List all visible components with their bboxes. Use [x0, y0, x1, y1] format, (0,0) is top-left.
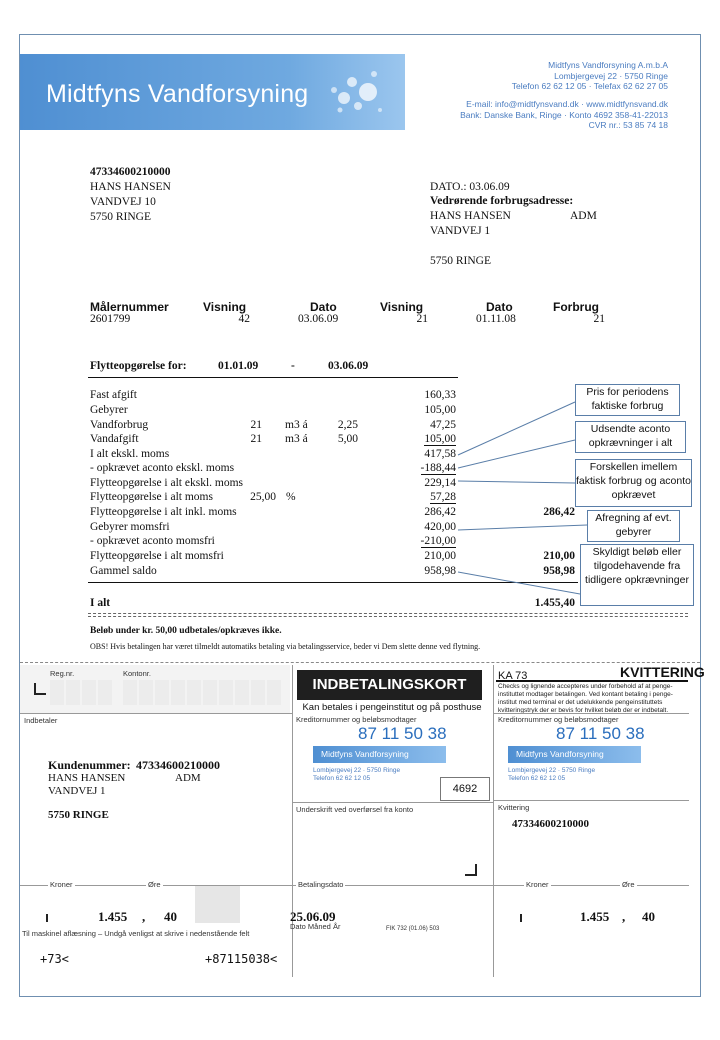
line-qty: 21	[250, 419, 262, 431]
line-label: Gebyrer momsfri	[90, 521, 170, 533]
usage-address-adm: ADM	[570, 210, 597, 222]
line-amount: 417,58	[424, 448, 456, 460]
payment-date[interactable]: 25.06.09	[290, 909, 336, 924]
kvittering-title: KVITTERING	[620, 664, 705, 680]
mini-address-line: Telefon 62 62 12 05	[313, 775, 371, 782]
callout-note: Afregning af evt. gebyrer	[587, 510, 680, 542]
line-rate: 5,00	[337, 433, 358, 445]
total-label: I alt	[90, 597, 111, 609]
line-label: Flytteopgørelse i alt momsfri	[90, 550, 224, 562]
line-amount: 286,42	[424, 506, 456, 518]
line-label: Flytteopgørelse i alt inkl. moms	[90, 506, 237, 518]
meter-header: Dato	[310, 300, 337, 314]
kontonr-label: Kontonr.	[123, 669, 151, 678]
kunde-number: 47334600210000	[136, 758, 220, 772]
signature-label[interactable]: Underskrift ved overførsel fra konto	[296, 805, 414, 814]
mini-address-right	[508, 767, 595, 783]
ocr-line-left: +73<	[40, 952, 69, 966]
settlement-to: 03.06.09	[328, 360, 369, 372]
line-amount: 420,00	[424, 521, 456, 533]
meter-value: 03.06.09	[298, 313, 339, 325]
kontonr-box[interactable]	[187, 680, 201, 705]
line-amount: 105,00	[424, 433, 456, 445]
kreditor-label-right: Kreditornummer og beløbsmodtager	[498, 715, 619, 724]
betalingsdato-label: Betalingsdato	[298, 880, 344, 889]
form-code: FIK 732 (01.06) 503	[386, 926, 440, 932]
company-line: CVR nr.: 53 85 74 18	[588, 120, 668, 130]
settlement-dash: -	[291, 360, 295, 372]
customer-name: HANS HANSEN	[90, 181, 171, 193]
meter-value: 01.11.08	[476, 313, 516, 325]
kreditor-label: Kreditornummer og beløbsmodtager	[296, 715, 417, 724]
invoice-date: DATO.: 03.06.09	[430, 181, 510, 193]
slip-subtitle: Kan betales i pengeinstitut og på posthuse	[302, 702, 482, 713]
customer-city: 5750 RINGE	[90, 211, 152, 223]
slip-rule	[494, 713, 689, 714]
line-label: Vandafgift	[90, 433, 139, 445]
slip-title: INDBETALINGSKORT	[297, 670, 482, 700]
mini-brand-logo: Midtfyns Vandforsyning	[313, 746, 446, 763]
corner-mark	[34, 683, 46, 695]
line-unit: m3 á	[285, 433, 308, 445]
kunde-label: Kundenummer:	[48, 758, 131, 772]
kreditor-number: 87 11 50 38	[358, 724, 447, 743]
customer-street: VANDVEJ 10	[90, 196, 156, 208]
bank-code-box: 4692	[440, 777, 490, 801]
kontonr-box[interactable]	[139, 680, 153, 705]
company-line: Telefon 62 62 12 05 · Telefax 62 62 27 05	[511, 81, 668, 91]
line-rate: 2,25	[337, 419, 358, 431]
kontonr-box[interactable]	[203, 680, 217, 705]
meter-header: Forbrug	[553, 300, 599, 314]
kroner-label-right: Kroner	[526, 880, 549, 889]
meter-value: 21	[416, 313, 428, 325]
total-value: 1.455,40	[534, 597, 575, 609]
line-amount: 958,98	[424, 565, 456, 577]
kontonr-box[interactable]	[155, 680, 169, 705]
line-label: Gammel saldo	[90, 565, 157, 577]
mini-address-line: Telefon 62 62 12 05	[508, 775, 566, 782]
line-qty: 21	[250, 433, 262, 445]
regnr-box[interactable]	[98, 680, 112, 705]
line-label: - opkrævet aconto ekskl. moms	[90, 462, 235, 474]
meter-value: 21	[593, 313, 605, 325]
callout-note: Forskellen imellem faktisk forbrug og aconto opkrævet	[575, 459, 692, 507]
settlement-from: 01.01.09	[218, 360, 259, 372]
payer-name: HANS HANSEN	[48, 772, 126, 784]
line-label: Flytteopgørelse i alt ekskl. moms	[90, 477, 243, 489]
line-unit: %	[286, 491, 296, 503]
callout-note: Pris for periodens faktiske forbrug	[575, 384, 680, 416]
amount-rule	[20, 885, 689, 886]
kvittering-number: 47334600210000	[512, 818, 589, 830]
perforation-line	[20, 662, 700, 663]
meter-header: Visning	[380, 300, 424, 314]
line-total: 210,00	[543, 550, 575, 562]
usage-address-name: HANS HANSEN	[430, 210, 511, 222]
kvit-amount-comma: ,	[622, 909, 626, 924]
machine-read-label: Til maskinel aflæsning – Undgå venligst at skrive i nedenstående felt	[22, 929, 250, 938]
callout-note: Udsendte aconto opkrævninger i alt	[575, 421, 686, 453]
meter-header: Visning	[203, 300, 247, 314]
amount-tick	[46, 914, 48, 922]
line-label: Fast afgift	[90, 389, 137, 401]
amount-kroner[interactable]: 1.455	[98, 909, 128, 924]
line-amount: 210,00	[424, 550, 456, 562]
line-qty: 25,00	[250, 491, 276, 503]
company-line: Bank: Danske Bank, Ringe · Konto 4692 358-41-22013	[460, 109, 668, 120]
ocr-line-right: +87115038<	[205, 952, 278, 966]
line-label: Flytteopgørelse i alt moms	[90, 491, 213, 503]
kontonr-box[interactable]	[171, 680, 185, 705]
settlement-label: Flytteopgørelse for:	[90, 360, 187, 372]
kontonr-box[interactable]	[267, 680, 281, 705]
kvittering-text: Checks og lignende accepteres under forbehold af at penge-instituttet modtager betalingen. Ved kontant betaling i penge-institut med terminal er det udelukkende pengeinstituttets kvitteringstryk der er bevis for hvilket beløb der er indbetalt.	[498, 683, 673, 714]
kontonr-box[interactable]	[235, 680, 249, 705]
slip-rule	[20, 713, 293, 714]
obs-note: OBS! Hvis betalingen har været tilmeldt automatiks betaling via betalingsservice, beder vi Dem slette denne ved flytning.	[90, 642, 481, 651]
corner-mark	[465, 864, 477, 876]
kvit-amount-ore: 40	[642, 909, 655, 924]
kontonr-box[interactable]	[123, 680, 137, 705]
date-sublabel: Dato Måned År	[290, 922, 341, 931]
ka-code: KA 73	[498, 670, 528, 682]
line-amount: -188,44	[420, 462, 456, 474]
mini-brand-logo-right: Midtfyns Vandforsyning	[508, 746, 641, 763]
regnr-box[interactable]	[50, 680, 64, 705]
kontonr-box[interactable]	[251, 680, 265, 705]
line-unit: m3 á	[285, 419, 308, 431]
line-total: 958,98	[543, 565, 575, 577]
regnr-label: Reg.nr.	[50, 669, 75, 678]
line-amount: -210,00	[420, 535, 456, 547]
payer-street: VANDVEJ 1	[48, 785, 106, 797]
line-label: - opkrævet aconto momsfri	[90, 535, 215, 547]
line-label: I alt ekskl. moms	[90, 448, 170, 460]
line-amount: 160,33	[424, 389, 456, 401]
line-label: Vandforbrug	[90, 419, 149, 431]
line-amount: 105,00	[424, 404, 456, 416]
ore-label-right: Øre	[622, 880, 635, 889]
company-line: Midtfyns Vandforsyning A.m.b.A	[548, 60, 668, 70]
slip-rule	[494, 800, 689, 801]
slip-divider	[493, 665, 494, 977]
min-amount-note: Beløb under kr. 50,00 udbetales/opkræves ikke.	[90, 626, 282, 636]
amount-tick	[520, 914, 522, 922]
amount-shade	[195, 886, 240, 923]
ore-label: Øre	[148, 880, 161, 889]
company-line: E-mail: info@midtfynsvand.dk · www.midtfynsvand.dk	[466, 99, 668, 109]
usage-address-label: Vedrørende forbrugsadresse:	[430, 195, 574, 207]
kreditor-number-right: 87 11 50 38	[556, 724, 645, 743]
usage-address-city: 5750 RINGE	[430, 255, 492, 267]
mini-address	[313, 767, 400, 783]
mini-address-line: Lombjergevej 22 · 5750 Ringe	[508, 767, 596, 774]
brand-title: Midtfyns Vandforsyning	[46, 80, 309, 108]
line-amount: 57,28	[430, 491, 456, 503]
payer-adm: ADM	[175, 772, 201, 784]
line-amount: 229,14	[424, 477, 456, 489]
line-total: 286,42	[543, 506, 575, 518]
meter-header: Målernummer	[90, 300, 169, 314]
indbetaler-label: Indbetaler	[24, 716, 58, 725]
slip-rule	[293, 802, 493, 803]
kvittering-rule	[496, 680, 688, 682]
regnr-box[interactable]	[66, 680, 80, 705]
line-label: Gebyrer	[90, 404, 128, 416]
meter-value: 42	[238, 313, 250, 325]
meter-value: 2601799	[90, 313, 131, 325]
line-amount: 47,25	[430, 419, 456, 431]
regnr-box[interactable]	[82, 680, 96, 705]
meter-header: Dato	[486, 300, 513, 314]
kvittering-label: Kvittering	[498, 803, 530, 812]
company-line: Lombjergevej 22 · 5750 Ringe	[554, 70, 668, 81]
payer-city: 5750 RINGE	[48, 809, 109, 821]
amount-ore[interactable]: 40	[164, 909, 177, 924]
customer-number: 47334600210000	[90, 166, 171, 178]
usage-address-street: VANDVEJ 1	[430, 225, 491, 237]
kroner-label: Kroner	[50, 880, 73, 889]
callout-note: Skyldigt beløb eller tilgodehavende fra tidligere opkrævninger	[580, 544, 694, 606]
kontonr-box[interactable]	[219, 680, 233, 705]
amount-comma: ,	[142, 909, 146, 924]
kvit-amount-kroner: 1.455	[580, 909, 610, 924]
mini-address-line: Lombjergevej 22 · 5750 Ringe	[313, 767, 401, 774]
